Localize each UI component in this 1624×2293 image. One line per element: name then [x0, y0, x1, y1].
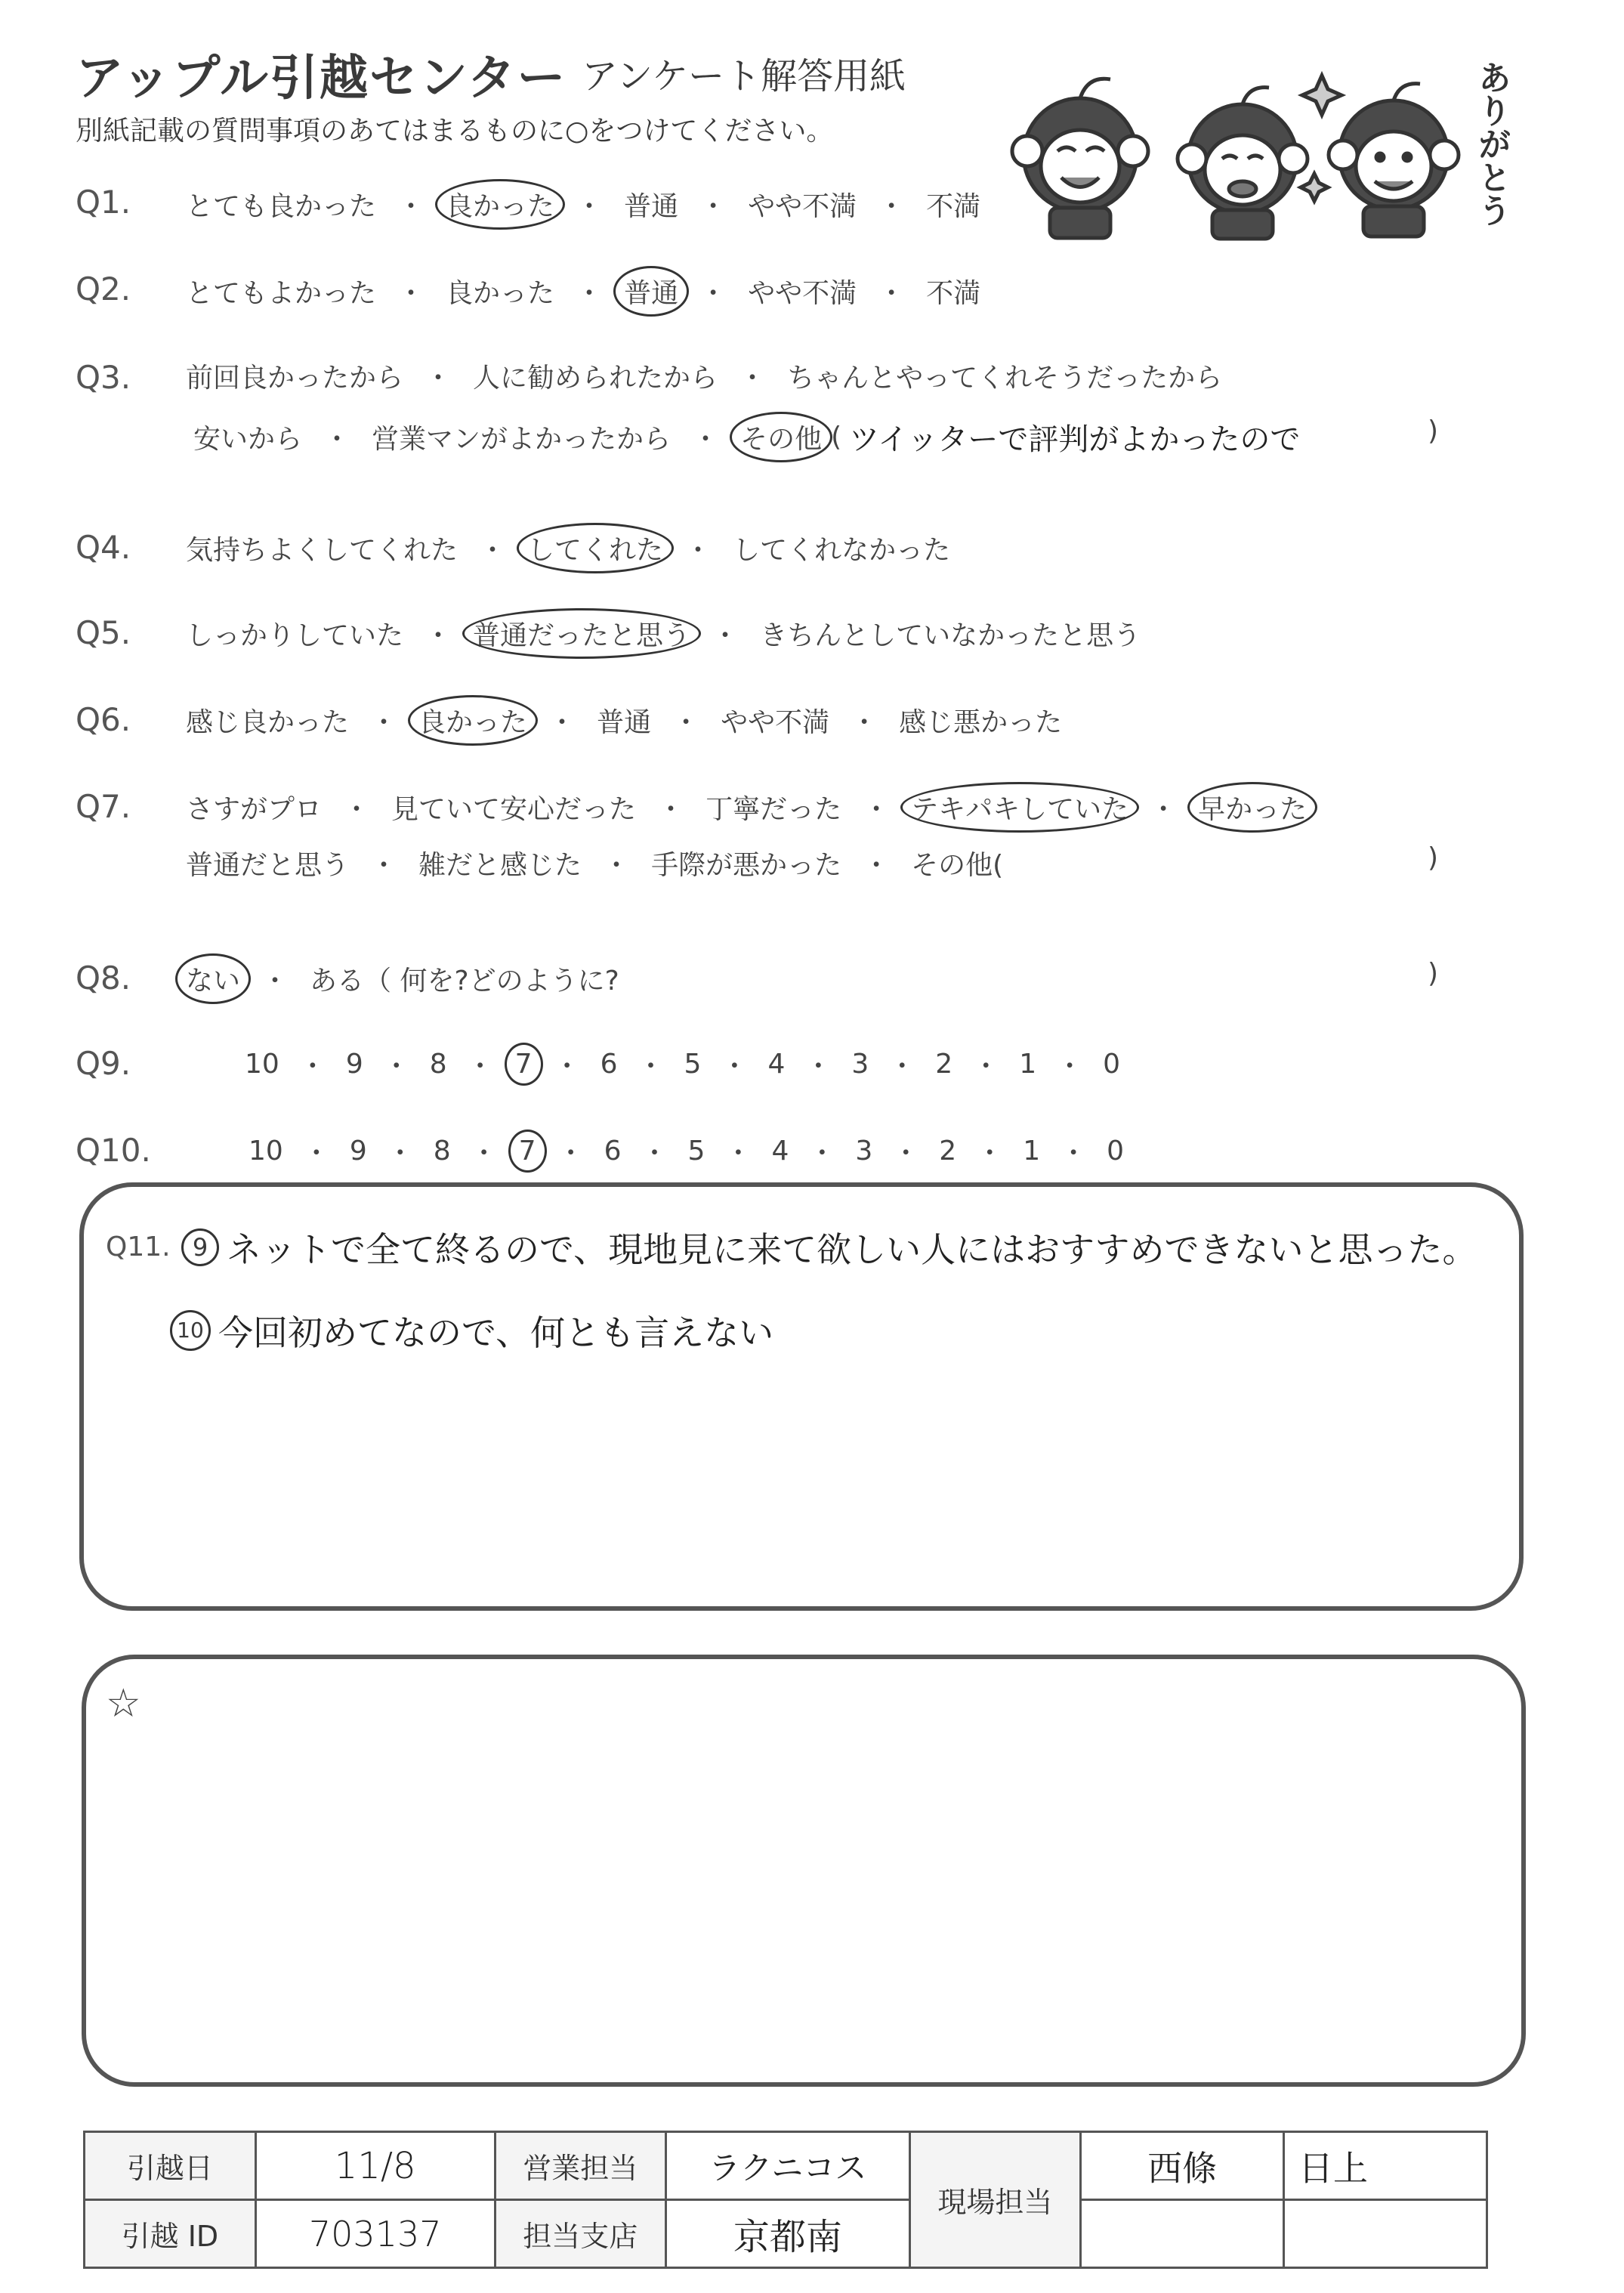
q3-options-line2: 安いから ・ 営業マンがよかったから ・ その他 ( ツイッターで評判がよかったので — [189, 416, 1300, 459]
move-date-value[interactable] — [255, 2132, 495, 2200]
sales-label: 営業担当 — [495, 2132, 665, 2200]
q11-marker-9: 9 — [181, 1228, 219, 1266]
q10-score[interactable]: 1 — [1023, 1136, 1041, 1167]
q11-answer-9: ネットで全て終るので、現地見に来て欲しい人にはおすすめできないと思った。 — [227, 1229, 1477, 1270]
form-title: アンケート解答用紙 — [582, 55, 906, 97]
q3-label: Q3. — [76, 359, 131, 396]
branch-value[interactable] — [665, 2200, 909, 2268]
q5-option-selected[interactable]: 普通だったと思う — [468, 613, 695, 654]
extra-comment-box[interactable] — [82, 1655, 1526, 2087]
q7-option[interactable]: さすがプロ — [186, 794, 323, 825]
q4-label: Q4. — [76, 529, 131, 566]
q10-score[interactable]: 4 — [771, 1136, 789, 1167]
q7-option[interactable]: 見ていて安心だった — [391, 794, 637, 825]
q11-marker-10: 10 — [170, 1310, 211, 1351]
q2-options: とてもよかった ・ 良かった ・ 普通 ・ やや不満 ・ 不満 — [181, 270, 985, 312]
move-id-value[interactable] — [255, 2200, 495, 2268]
q8-option[interactable]: ある（ 何を?どのように? — [310, 966, 619, 997]
q4-option-selected[interactable]: してくれた — [523, 527, 668, 569]
q2-option[interactable]: とてもよかった — [186, 278, 377, 309]
star-icon: ☆ — [106, 1681, 141, 1726]
q6-options: 感じ良かった ・ 良かった ・ 普通 ・ やや不満 ・ 感じ悪かった — [181, 700, 1067, 741]
q9-score[interactable]: 3 — [851, 1049, 869, 1080]
q3-other-handwritten: ツイッターで評判がよかったので — [849, 422, 1301, 457]
q8-label: Q8. — [76, 960, 131, 997]
q10-score[interactable]: 2 — [939, 1136, 957, 1167]
q3-option[interactable]: 前回良かったから — [186, 363, 404, 394]
q7-option[interactable]: 丁寧だった — [705, 794, 842, 825]
q1-option[interactable]: 普通 — [624, 191, 679, 222]
q7-option-selected[interactable]: 早かった — [1193, 786, 1311, 828]
q3-option-other-selected[interactable]: その他 — [736, 416, 826, 458]
q7-option[interactable]: 普通だと思う — [186, 850, 350, 881]
q3-option[interactable]: 人に勧められたから — [473, 363, 718, 394]
q9-score[interactable]: 10 — [245, 1049, 279, 1080]
q5-option[interactable]: きちんとしていなかったと思う — [760, 620, 1141, 651]
move-date-handwritten: 11/8 — [334, 2144, 416, 2187]
q11-answer-10-line — [170, 1306, 773, 1355]
q6-option-selected[interactable]: 良かった — [414, 700, 532, 741]
q9-score[interactable]: 6 — [600, 1049, 618, 1080]
q10-score[interactable]: 10 — [249, 1136, 283, 1167]
q9-score[interactable]: 2 — [935, 1049, 953, 1080]
q2-option[interactable]: 良かった — [446, 278, 555, 309]
site-staff-2-handwritten: 日上 — [1298, 2147, 1369, 2189]
q1-options: とても良かった ・ 良かった ・ 普通 ・ やや不満 ・ 不満 — [181, 184, 985, 225]
q7-option[interactable]: 雑だと感じた — [418, 850, 582, 881]
q7-paren-close: ) — [1428, 842, 1439, 873]
q7-option[interactable]: その他( — [911, 850, 1004, 881]
q1-option[interactable]: とても良かった — [186, 191, 377, 222]
q9-score[interactable]: 9 — [345, 1049, 363, 1080]
q10-score[interactable]: 9 — [349, 1136, 367, 1167]
q9-score[interactable]: 1 — [1019, 1049, 1037, 1080]
q11-answer-10: 今回初めてなので、何とも言えない — [218, 1312, 774, 1353]
q1-option[interactable]: 不満 — [926, 191, 981, 222]
q10-score[interactable]: 3 — [855, 1136, 873, 1167]
q7-option-selected[interactable]: テキパキしていた — [906, 786, 1133, 828]
q11-answer-9-line — [181, 1222, 1477, 1272]
q9-scale: 10 ・ 9 ・ 8 ・ 7 ・ 6 ・ 5 ・ 4 ・ 3 ・ 2 ・ 1 ・ 0 — [242, 1045, 1123, 1083]
site-staff-4-value[interactable] — [1284, 2200, 1487, 2268]
q7-options-line2: 普通だと思う ・ 雑だと感じた ・ 手際が悪かった ・ その他( — [181, 842, 1008, 884]
company-name: アップル引越センター — [76, 51, 567, 107]
q9-score[interactable]: 4 — [767, 1049, 786, 1080]
q4-option[interactable]: 気持ちよくしてくれた — [186, 535, 458, 566]
q5-label: Q5. — [76, 614, 131, 651]
q4-options: 気持ちよくしてくれた ・ してくれた ・ してくれなかった — [181, 527, 955, 569]
q4-option[interactable]: してくれなかった — [733, 535, 951, 566]
q1-option-selected[interactable]: 良かった — [441, 184, 559, 225]
q6-option[interactable]: やや不満 — [721, 707, 830, 738]
thank-you-text: ありがとう — [1472, 60, 1511, 227]
q7-option[interactable]: 手際が悪かった — [651, 850, 842, 881]
q1-option[interactable]: やや不満 — [748, 191, 857, 222]
sales-value[interactable] — [665, 2132, 909, 2200]
q10-label: Q10. — [76, 1132, 151, 1169]
q9-score[interactable]: 0 — [1103, 1049, 1121, 1080]
q5-option[interactable]: しっかりしていた — [186, 620, 404, 651]
q2-option[interactable]: 不満 — [926, 278, 981, 309]
move-id-label: 引越 ID — [85, 2200, 256, 2268]
q2-option[interactable]: やや不満 — [748, 278, 857, 309]
q6-option[interactable]: 感じ良かった — [186, 707, 350, 738]
branch-handwritten: 京都南 — [733, 2216, 842, 2258]
q8-option-selected[interactable]: ない — [181, 958, 245, 1000]
q9-score[interactable]: 5 — [684, 1049, 702, 1080]
move-info-table — [83, 2131, 1488, 2269]
site-staff-2-value[interactable] — [1284, 2132, 1487, 2200]
q10-score[interactable]: 0 — [1107, 1136, 1125, 1167]
q3-option[interactable]: ちゃんとやってくれそうだったから — [787, 363, 1223, 394]
q3-options-line1: 前回良かったから ・ 人に勧められたから ・ ちゃんとやってくれそうだったから — [181, 355, 1227, 397]
sales-handwritten: ラクニコス — [709, 2149, 867, 2186]
q5-options: しっかりしていた ・ 普通だったと思う ・ きちんとしていなかったと思う — [181, 613, 1145, 654]
q6-option[interactable]: 普通 — [597, 707, 652, 738]
q3-option[interactable]: 安いから — [193, 424, 303, 455]
q2-option-selected[interactable]: 普通 — [619, 270, 683, 312]
instructions: 別紙記載の質問事項のあてはまるものに○をつけてください。 — [76, 116, 834, 147]
q11-label: Q11. — [106, 1231, 171, 1262]
q7-options-line1: さすがプロ ・ 見ていて安心だった ・ 丁寧だった ・ テキパキしていた ・ 早かった — [181, 786, 1311, 828]
move-date-label: 引越日 — [85, 2132, 256, 2200]
q8-paren-close: ) — [1428, 958, 1439, 989]
site-staff-label: 現場担当 — [909, 2132, 1080, 2268]
q10-score[interactable]: 5 — [687, 1136, 705, 1167]
q7-label: Q7. — [76, 788, 131, 825]
q9-score[interactable]: 8 — [429, 1049, 447, 1080]
site-staff-1-handwritten: 西條 — [1147, 2147, 1218, 2189]
monkey-illustration-icon — [982, 45, 1496, 242]
branch-label: 担当支店 — [495, 2200, 665, 2268]
q3-paren-close: ) — [1428, 416, 1439, 447]
q8-options: ない ・ ある（ 何を?どのように? — [181, 958, 624, 1000]
move-id-handwritten: 703137 — [308, 2213, 442, 2254]
q10-score-selected[interactable]: 7 — [514, 1134, 541, 1168]
q10-score[interactable]: 8 — [433, 1136, 451, 1167]
site-staff-3-value[interactable] — [1081, 2200, 1284, 2268]
q6-label: Q6. — [76, 701, 131, 738]
q2-label: Q2. — [76, 270, 131, 307]
q10-scale: 10 ・ 9 ・ 8 ・ 7 ・ 6 ・ 5 ・ 4 ・ 3 ・ 2 ・ 1 ・ 0 — [245, 1132, 1127, 1170]
q10-score[interactable]: 6 — [604, 1136, 622, 1167]
q9-label: Q9. — [76, 1045, 131, 1082]
q1-label: Q1. — [76, 184, 131, 221]
q6-option[interactable]: 感じ悪かった — [899, 707, 1063, 738]
q3-option[interactable]: 営業マンがよかったから — [372, 424, 672, 455]
q9-score-selected[interactable]: 7 — [511, 1047, 537, 1081]
site-staff-1-value[interactable] — [1081, 2132, 1284, 2200]
